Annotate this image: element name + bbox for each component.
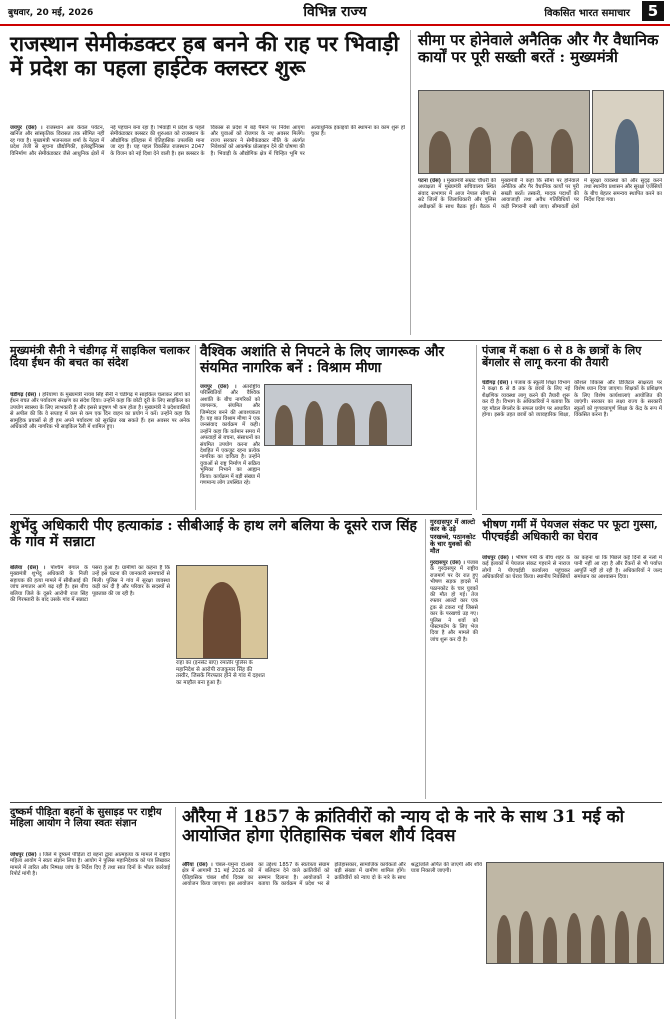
section-divider: [10, 340, 662, 341]
article-water-body: [482, 555, 662, 798]
dateline: पटना (ग्रेस) ।: [418, 178, 445, 184]
article-vishram-body-a: [200, 384, 260, 512]
article-text: पंजाब के स्कूली शिक्षा विभाग ने कक्षा 6 से 8 तक के छात्रों के लिए नई शैक्षणिक व्यवस्था लागू करने की तैयारी शुरू कर दी है। विभाग के अधिकारियों ने बताया कि यह मॉडल बेंगलोर के सफल प्रयोग पर आधारित होगा। इसके तहत छात्रों को व्यावहारिक शिक्षा, कौशल विकास और डिजिटल साक्षरता पर विशेष ध्यान दिया जाएगा। शिक्षकों के प्रशिक्षण के लिए विशेष कार्यशालाएं आयोजित की जाएंगी। सरकार का लक्ष्य राज्य के सरकारी स्कूलों को गुणवत्तापूर्ण शिक्षा के केंद्र के रूप में विकसित करना है।: [482, 380, 662, 419]
headline-suicide-notice: दुष्कर्म पीड़िता बहनों के सुसाइड पर राष्ट्रीय महिला आयोग ने लिया स्वतः संज्ञान: [10, 807, 162, 830]
column-divider: [175, 807, 176, 1019]
headline-bengaluru-schools: पंजाब में कक्षा 6 से 8 के छात्रों के लिए बेंगलोर से लागू करना की तैयारी: [482, 344, 642, 370]
section-divider: [10, 802, 662, 803]
dateline: जोधपुर (ग्रेस) ।: [482, 555, 514, 561]
article-text: चंबल–यमुना दोआब क्षेत्र में आगामी 31 मई 2026 को ऐतिहासिक चंबल शौर्य दिवस का आयोजन किया जाएगा। इस आयोजन का उद्देश्य 1857 के स्वतंत्रता संग्राम में बलिदान देने वाले क्रांतिवीरों को सम्मान दिलाना है। आयोजकों ने बताया कि कार्यक्रम में प्रदेश भर से इतिहासकार, सामाजिक कार्यकर्ता और बड़ी संख्या में ग्रामीण शामिल होंगे। क्रांतिवीरों को न्याय दो के नारे के साथ श्रद्धांजलि अर्पित की जाएगी और शौर्य यात्रा निकाली जाएगी।: [182, 862, 482, 888]
article-gurdaspur-body: [430, 560, 478, 798]
article-vishram-body-b: [264, 448, 410, 512]
paper-name: विकसित भारत समाचार: [544, 8, 630, 19]
article-bengaluru-body: [482, 380, 662, 512]
article-auraiya-body: [182, 862, 482, 1018]
article-auraiya-body-b: [486, 966, 662, 1018]
article-text: मुख्यमंत्री सम्राट चौधरी की अध्यक्षता में मुख्यमंत्री सचिवालय स्थित संवाद सभागार में आज नेपाल सीमा से सटे जिलों के जिलाधिकारी और पुलिस अधीक्षकों के साथ बैठक हुई। बैठक में मुख्यमंत्री ने कहा कि सीमा पर होनेवाले अनैतिक और गैर वैधानिक कार्यों पर पूरी सख्ती बरतें। तस्करी, मादक पदार्थों की आवाजाही तथा अवैध गतिविधियों पर कड़ी निगरानी रखी जाए। सीमावर्ती क्षेत्रों में सुरक्षा व्यवस्था को और सुदृढ़ करने तथा स्थानीय प्रशासन और सुरक्षा एजेंसियों के बीच बेहतर समन्वय स्थापित करने का निर्देश दिया गया।: [418, 178, 662, 210]
meeting-photo-2: [592, 90, 664, 174]
headline-saini-cycle: मुख्यमंत्री सैनी ने चंडीगढ़ में साइकिल चलाकर दिया ईंधन की बचत का संदेश: [10, 344, 190, 370]
article-text: पंजाब के गुरदासपुर में राष्ट्रीय राजमार्ग पर देर रात हुए भीषण सड़क हादसे में पठानकोट के चार युवकों की मौत हो गई। तेज रफ्तार आल्टो कार एक ट्रक से टकरा गई जिससे कार के परखच्चे उड़ गए। पुलिस ने शवों को पोस्टमार्टम के लिए भेज दिया है और मामले की जांच शुरू कर दी है।: [430, 560, 478, 643]
section-divider: [482, 514, 662, 515]
article-text: राजस्थान अब केवल पर्यटन, खनिज और सांस्कृतिक विरासत तक सीमित नहीं रह गया है। मुख्यमंत्री भजनलाल शर्मा के नेतृत्व में प्रदेश तेजी से सूचना प्रौद्योगिकी, इलेक्ट्रॉनिक्स विनिर्माण और सेमीकंडक्टर जैसे आधुनिक क्षेत्रों में नई पहचान बना रहा है। भिवाड़ी में प्रदेश के पहले सेमीकंडक्टर क्लस्टर की शुरुआत को राजस्थान के औद्योगिक इतिहास में ऐतिहासिक उपलब्धि माना जा रहा है। यह पहल विकसित राजस्थान 2047 के विजन को नई दिशा देने वाली है। इस क्लस्टर के विकास से प्रदेश में बड़े पैमाने पर निवेश आएगा और युवाओं को रोजगार के नए अवसर मिलेंगे। राज्य सरकार ने सेमीकंडक्टर नीति के अंतर्गत निवेशकों को आकर्षक प्रोत्साहन देने की घोषणा की है। भिवाड़ी के औद्योगिक क्षेत्र में चिन्हित भूमि पर अत्याधुनिक इकाइयों की स्थापना का काम शुरू हो चुका है।: [10, 125, 405, 157]
article-cm-duties-body: [418, 178, 662, 336]
dateline: चंडीगढ़ (ग्रेस) ।: [10, 392, 41, 398]
headline-auraiya: औरैया में 1857 के क्रांतिवीरों को न्याय दो के नारे के साथ 31 मई को आयोजित होगा ऐतिहासिक चंबल शौर्य दिवस: [182, 807, 625, 847]
dateline: चंडीगढ़ (ग्रेस) ।: [482, 380, 513, 386]
article-semiconductor-body: [10, 125, 405, 337]
headline-vishram-meena: वैश्विक अशांति से निपटने के लिए जागरूक और संयमित नागरिक बनें : विश्राम मीणा: [200, 344, 445, 376]
headline-semiconductor: राजस्थान सेमीकंडक्टर हब बनने की राह पर भिवाड़ी में प्रदेश का पहला हाईटेक क्लस्टर शुरू: [10, 31, 399, 80]
article-saini-body: [10, 392, 190, 512]
dateline: जोधपुर (ग्रेस) ।: [10, 852, 41, 858]
article-text: अंतर्राष्ट्रीय परिस्थितियों और वैश्विक अशांति के बीच नागरिकों को जागरूक, संयमित और जिम्मेदार बनने की आवश्यकता है। यह बात विश्राम मीणा ने एक जनसंवाद कार्यक्रम में कही। उन्होंने कहा कि वर्तमान समय में अफवाहों से बचना, संसाधनों का संयमित उपयोग करना और देशहित में एकजुट रहना प्रत्येक नागरिक का दायित्व है। उन्होंने युवाओं से राष्ट्र निर्माण में सक्रिय भूमिका निभाने का आह्वान किया। कार्यक्रम में बड़ी संख्या में गणमान्य लोग उपस्थित रहे।: [200, 384, 260, 487]
article-text: भीषण गर्मी के बीच शहर के कई इलाकों में पेयजल संकट गहराने से नाराज लोगों ने पीएचईडी कार्यालय पहुंचकर अधिकारियों का घेराव किया। स्थानीय निवासियों का कहना था कि पिछले कई दिनों से नलों में पानी नहीं आ रहा है और टैंकरों से भी पर्याप्त आपूर्ति नहीं हो रही है। अधिकारियों ने जल्द समाधान का आश्वासन दिया।: [482, 555, 662, 581]
dateline: बलिया (ग्रेस) ।: [10, 565, 46, 571]
accused-photo: [176, 565, 268, 659]
dateline: गुरदासपुर (ग्रेस) ।: [430, 560, 465, 566]
section-title: विभिन्न राज्य: [303, 4, 367, 20]
dateline: जयपुर (ग्रेस) ।: [10, 125, 43, 131]
photo-caption: राहा का (इनसेट बाएं) रमातीर पुलिस के महानिदेश से आरोपी राजकुमार सिंह की तस्वीर, जिसके गिरफ्तार होने से गांव में दहशत का माहौल बना हुआ है।: [176, 660, 265, 686]
meeting-photo: [418, 90, 590, 174]
column-divider: [476, 345, 477, 510]
page-number: 5: [642, 1, 664, 21]
article-suicide-body: [10, 852, 170, 1018]
column-divider: [195, 345, 196, 510]
dateline: जयपुर (ग्रेस) ।: [200, 384, 237, 390]
article-ballia-body-b: [270, 565, 420, 795]
dateline: औरैया (ग्रेस) ।: [182, 862, 213, 868]
article-text: पश्चिम बंगाल के मुख्यमंत्री शुभेंदु अधिकारी के निजी सहायक की हत्या मामले में सीबीआई की जांच लगातार आगे बढ़ रही है। इस बीच बलिया जिले के दूसरे आरोपी राज सिंह की गिरफ्तारी के बाद उसके गांव में सन्नाटा पसरा हुआ है। ग्रामीणों का कहना है कि उन्हें इस घटना की जानकारी समाचारों से मिली। पुलिस ने गांव में सुरक्षा व्यवस्था कड़ी कर दी है और परिवार के सदस्यों से पूछताछ की जा रही है।: [10, 565, 170, 604]
article-text: जिले में दुष्कर्म पीड़िता दो बहनों द्वारा आत्महत्या के मामले में राष्ट्रीय महिला आयोग ने स्वतः संज्ञान लिया है। आयोग ने पुलिस महानिदेशक को पत्र लिखकर मामले में त्वरित और निष्पक्ष जांच के निर्देश दिए हैं तथा सात दिनों के भीतर कार्रवाई रिपोर्ट मांगी है।: [10, 852, 170, 878]
gathering-photo: [486, 862, 664, 964]
article-ballia-body: [10, 565, 170, 795]
event-photo: [264, 384, 412, 446]
headline-cm-duties: सीमा पर होनेवाले अनैतिक और गैर वैधानिक कार्यों पर पूरी सख्ती बरतें : मुख्यमंत्री: [418, 31, 659, 66]
column-divider: [410, 30, 411, 335]
headline-ballia-murder: शुभेंदु अधिकारी पीए हत्याकांड : सीबीआई के हाथ लगे बलिया के दूसरे राज सिंह के गांव में सन्नाटा: [10, 518, 417, 550]
headline-gurdaspur: गुरदासपुर में आल्टो कार के उड़े परखच्चे, पठानकोट के चार युवकों की मौत: [430, 518, 476, 556]
column-divider: [425, 519, 426, 799]
date-line: बुधवार, 20 मई, 2026: [8, 8, 94, 18]
article-text: हरियाणा के मुख्यमंत्री नायब सिंह सैनी ने चंडीगढ़ में साइकिल चलाकर लोगों को ईंधन बचत और पर्यावरण संरक्षण का संदेश दिया। उन्होंने कहा कि छोटी दूरी के लिए साइकिल का उपयोग स्वास्थ्य के लिए लाभकारी है और इससे प्रदूषण भी कम होता है। मुख्यमंत्री ने प्रदेशवासियों से अपील की कि वे सप्ताह में कम से कम एक दिन वाहन का प्रयोग न करें। उन्होंने कहा कि सामूहिक प्रयासों से ही हम अपने पर्यावरण को सुरक्षित रख सकते हैं। इस अवसर पर अनेक अधिकारी और नागरिक भी साइकिल रैली में शामिल हुए।: [10, 392, 190, 431]
section-divider: [10, 514, 472, 515]
headline-water-crisis: भीषण गर्मी में पेयजल संकट पर फूटा गुस्सा, पीएचईडी अधिकारी का घेराव: [482, 518, 658, 544]
